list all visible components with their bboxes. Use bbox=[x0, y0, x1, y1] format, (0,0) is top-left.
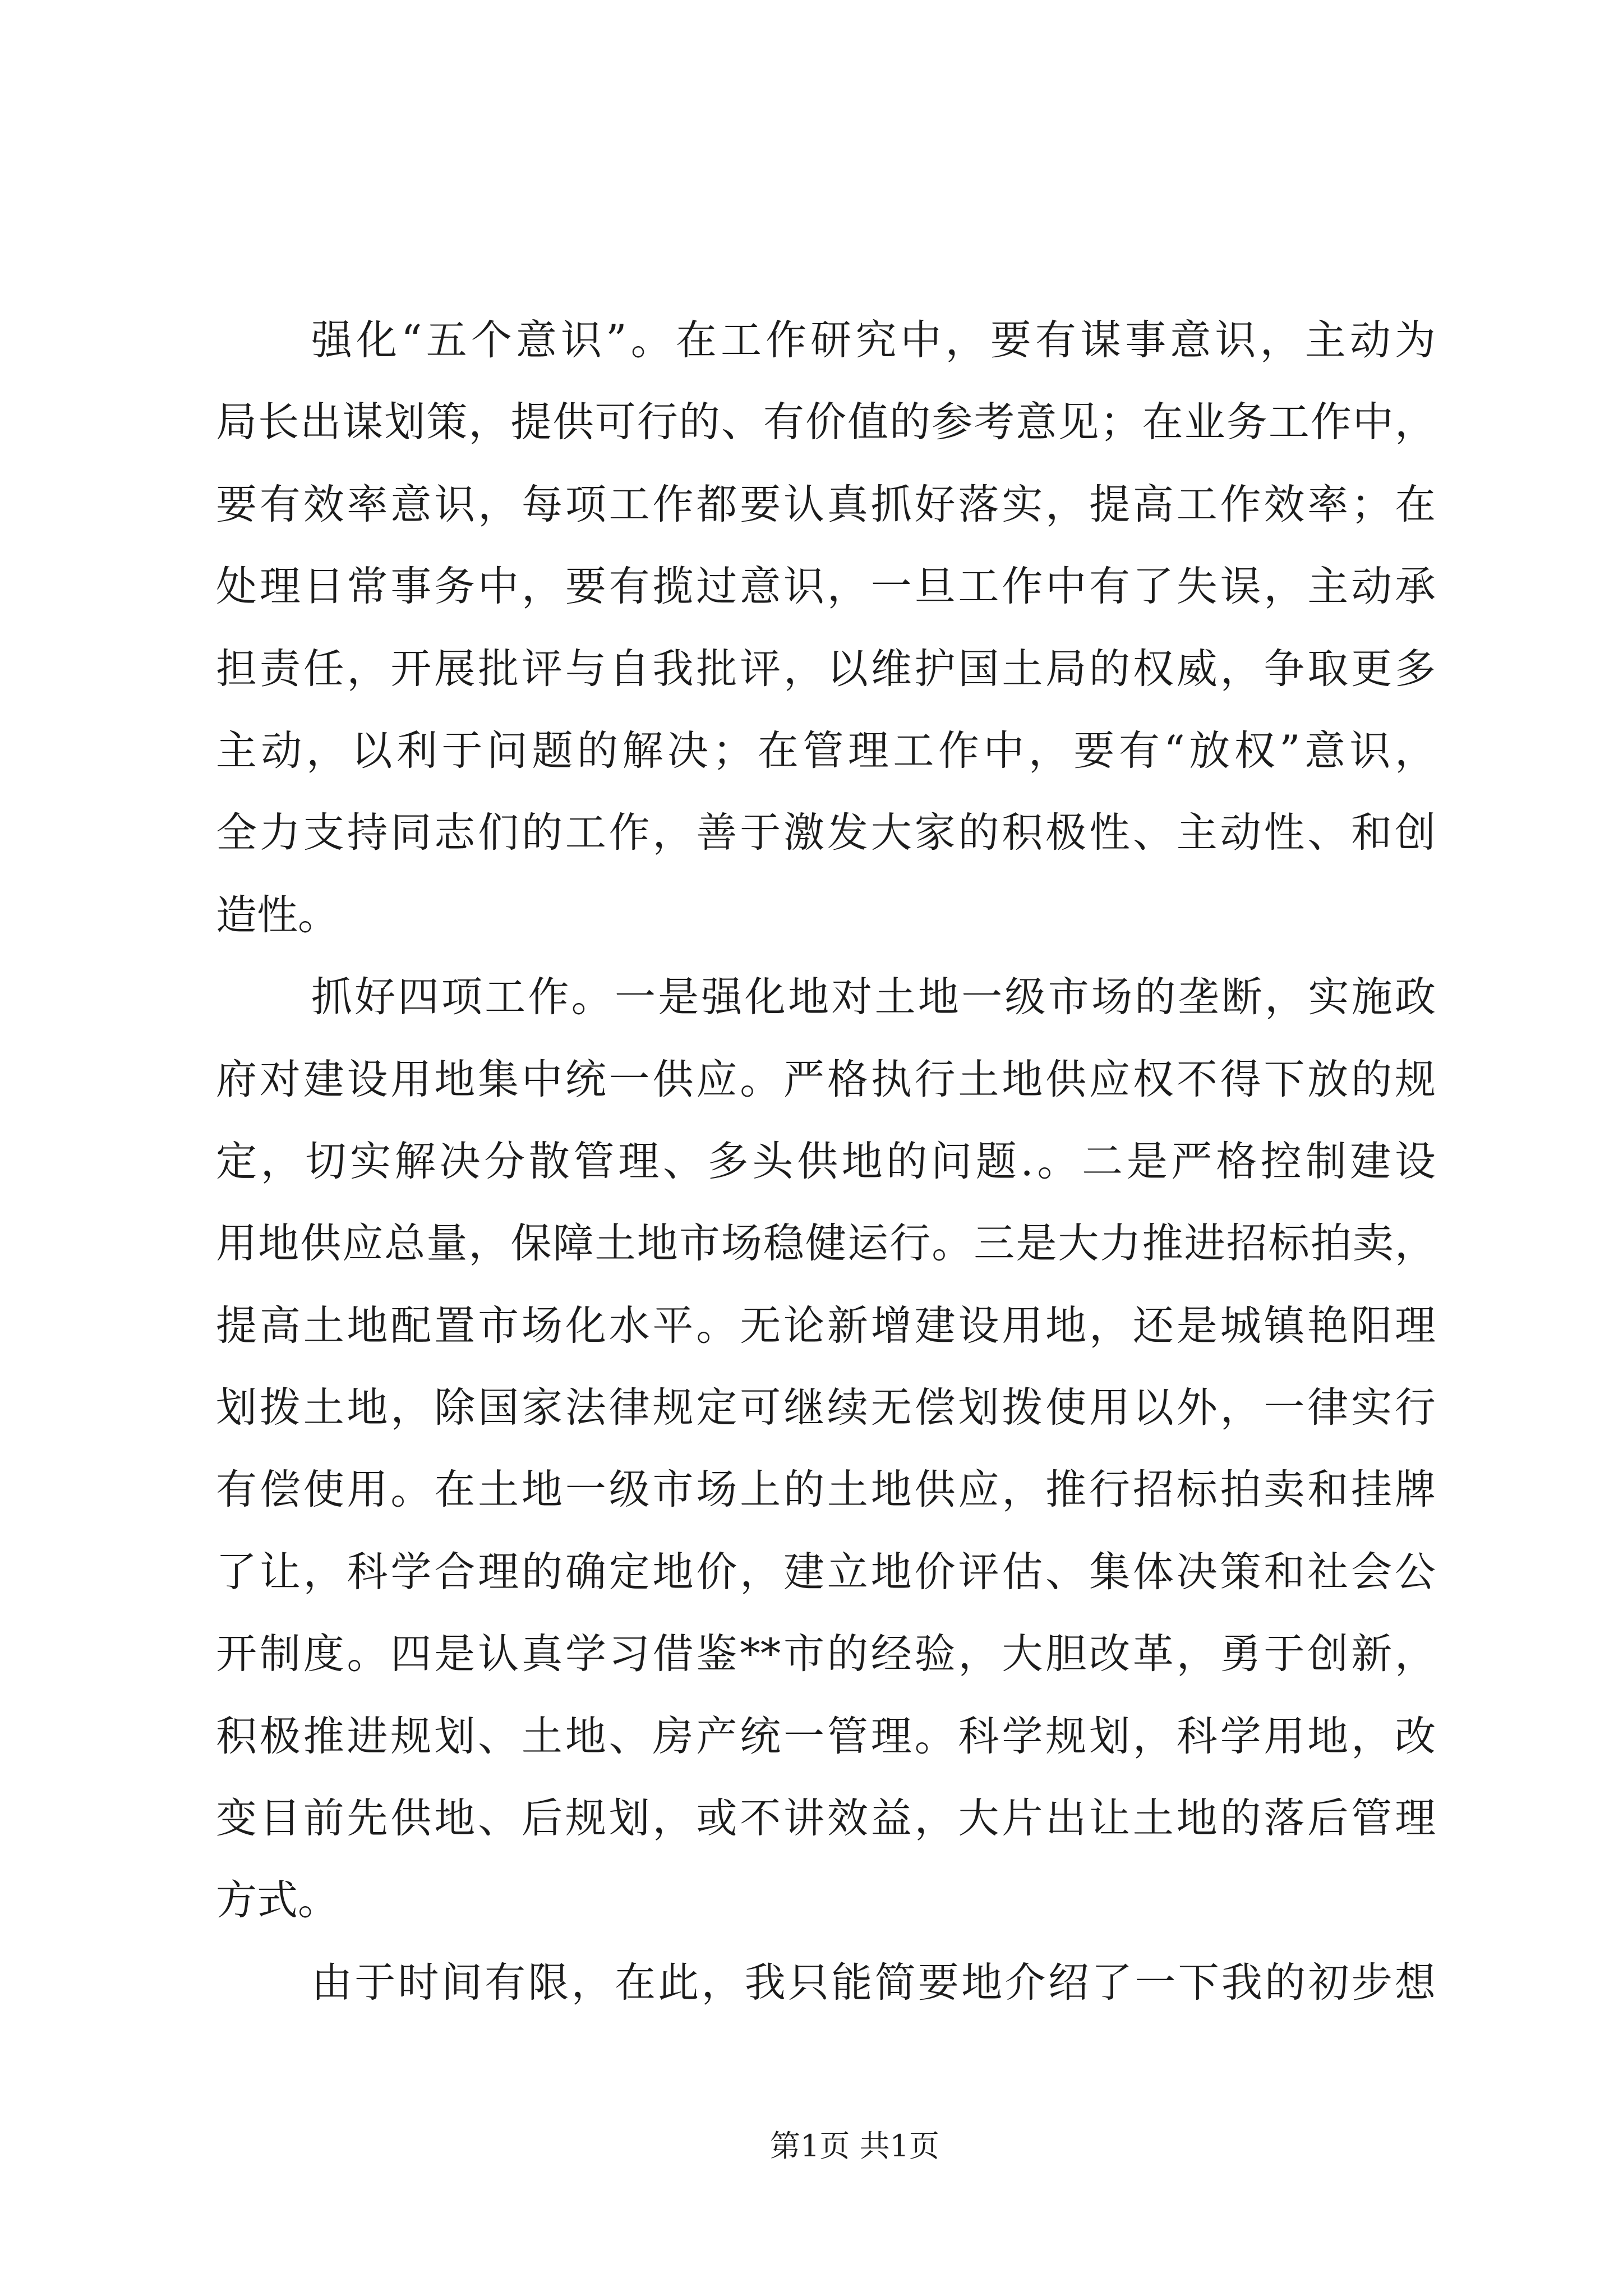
text-line: 定，切实解决分散管理、多头供地的问题.。二是严格控制建设 bbox=[216, 1137, 1436, 1185]
text-line: 府对建设用地集中统一供应。严格执行土地供应权不得下放的规 bbox=[216, 1055, 1436, 1103]
page-footer: 第1页 共1页 bbox=[770, 2128, 939, 2164]
text-line: 强化“五个意识”。在工作研究中，要有谋事意识，主动为 bbox=[311, 316, 1436, 364]
paragraph-five-awareness bbox=[216, 300, 1436, 956]
text-line: 局长出谋划策，提供可行的、有价值的参考意见；在业务工作中， bbox=[216, 398, 1436, 447]
paragraph-four-tasks bbox=[216, 956, 1436, 1942]
paragraph-closing bbox=[216, 1942, 1436, 2024]
document-body bbox=[216, 300, 1436, 2024]
text-line: 造性。 bbox=[216, 891, 339, 939]
text-line: 由于时间有限，在此，我只能简要地介绍了一下我的初步想 bbox=[311, 1958, 1436, 2007]
text-line: 要有效率意识，每项工作都要认真抓好落实，提高工作效率；在 bbox=[216, 480, 1436, 528]
text-line: 处理日常事务中，要有揽过意识，一旦工作中有了失误，主动承 bbox=[216, 563, 1436, 611]
text-line: 全力支持同志们的工作，善于激发大家的积极性、主动性、和创 bbox=[216, 809, 1436, 857]
text-line: 变目前先供地、后规划，或不讲效益，大片出让土地的落后管理 bbox=[216, 1795, 1436, 1843]
text-line: 方式。 bbox=[216, 1876, 339, 1925]
text-line: 了让，科学合理的确定地价，建立地价评估、集体决策和社会公 bbox=[216, 1548, 1436, 1596]
text-line: 抓好四项工作。一是强化地对土地一级市场的垄断，实施政 bbox=[311, 973, 1436, 1022]
text-line: 主动，以利于问题的解决；在管理工作中，要有“放权”意识， bbox=[216, 726, 1436, 775]
text-line: 积极推进规划、土地、房产统一管理。科学规划，科学用地，改 bbox=[216, 1712, 1436, 1760]
text-line: 有偿使用。在土地一级市场上的土地供应，推行招标拍卖和挂牌 bbox=[216, 1466, 1436, 1514]
text-line: 划拨土地，除国家法律规定可继续无偿划拨使用以外，一律实行 bbox=[216, 1384, 1436, 1432]
text-line: 担责任，开展批评与自我批评，以维护国土局的权威，争取更多 bbox=[216, 645, 1436, 693]
text-line: 开制度。四是认真学习借鉴**市的经验，大胆改革，勇于创新， bbox=[216, 1630, 1436, 1678]
text-line: 提高土地配置市场化水平。无论新增建设用地，还是城镇艳阳理 bbox=[216, 1301, 1436, 1350]
text-line: 用地供应总量，保障土地市场稳健运行。三是大力推进招标拍卖， bbox=[216, 1220, 1436, 1268]
